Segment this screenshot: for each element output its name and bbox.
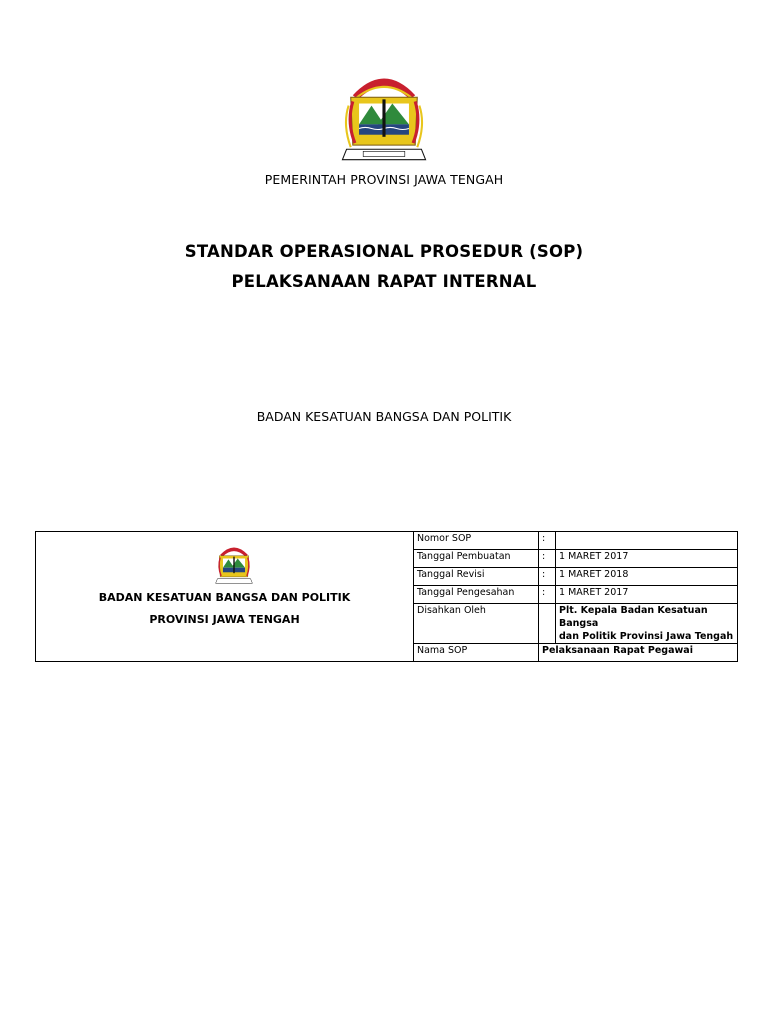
value-tanggal-pengesahan: 1 MARET 2017 bbox=[556, 586, 738, 604]
separator: : bbox=[539, 586, 556, 604]
value-tanggal-pembuatan: 1 MARET 2017 bbox=[556, 550, 738, 568]
document-title: STANDAR OPERASIONAL PROSEDUR (SOP) bbox=[184, 242, 584, 261]
value-disahkan-oleh bbox=[556, 604, 738, 644]
label-nama-sop: Nama SOP bbox=[414, 644, 539, 662]
value-nama-sop: Pelaksanaan Rapat Pegawai bbox=[539, 644, 738, 662]
separator: : bbox=[539, 532, 556, 550]
jawa-tengah-emblem-icon bbox=[211, 541, 257, 587]
document-subtitle: PELAKSANAAN RAPAT INTERNAL bbox=[231, 272, 537, 291]
jawa-tengah-emblem-icon bbox=[332, 64, 436, 168]
separator: : bbox=[539, 568, 556, 586]
table-row bbox=[36, 532, 738, 550]
separator: : bbox=[539, 550, 556, 568]
separator bbox=[539, 604, 556, 644]
organization-name: BADAN KESATUAN BANGSA DAN POLITIK bbox=[98, 591, 351, 604]
agency-heading: BADAN KESATUAN BANGSA DAN POLITIK bbox=[256, 409, 512, 424]
label-tanggal-pengesahan: Tanggal Pengesahan bbox=[414, 586, 539, 604]
government-heading: PEMERINTAH PROVINSI JAWA TENGAH bbox=[264, 172, 504, 187]
approver-line-2: dan Politik Provinsi Jawa Tengah bbox=[559, 631, 734, 642]
value-tanggal-revisi: 1 MARET 2018 bbox=[556, 568, 738, 586]
approver-line-1: Plt. Kepala Badan Kesatuan Bangsa bbox=[559, 605, 708, 629]
organization-province: PROVINSI JAWA TENGAH bbox=[149, 613, 300, 626]
label-tanggal-pembuatan: Tanggal Pembuatan bbox=[414, 550, 539, 568]
label-tanggal-revisi: Tanggal Revisi bbox=[414, 568, 539, 586]
organization-cell bbox=[36, 532, 414, 662]
label-disahkan-oleh: Disahkan Oleh bbox=[414, 604, 539, 644]
label-nomor-sop: Nomor SOP bbox=[414, 532, 539, 550]
sop-info-table bbox=[35, 531, 738, 662]
value-nomor-sop bbox=[556, 532, 738, 550]
